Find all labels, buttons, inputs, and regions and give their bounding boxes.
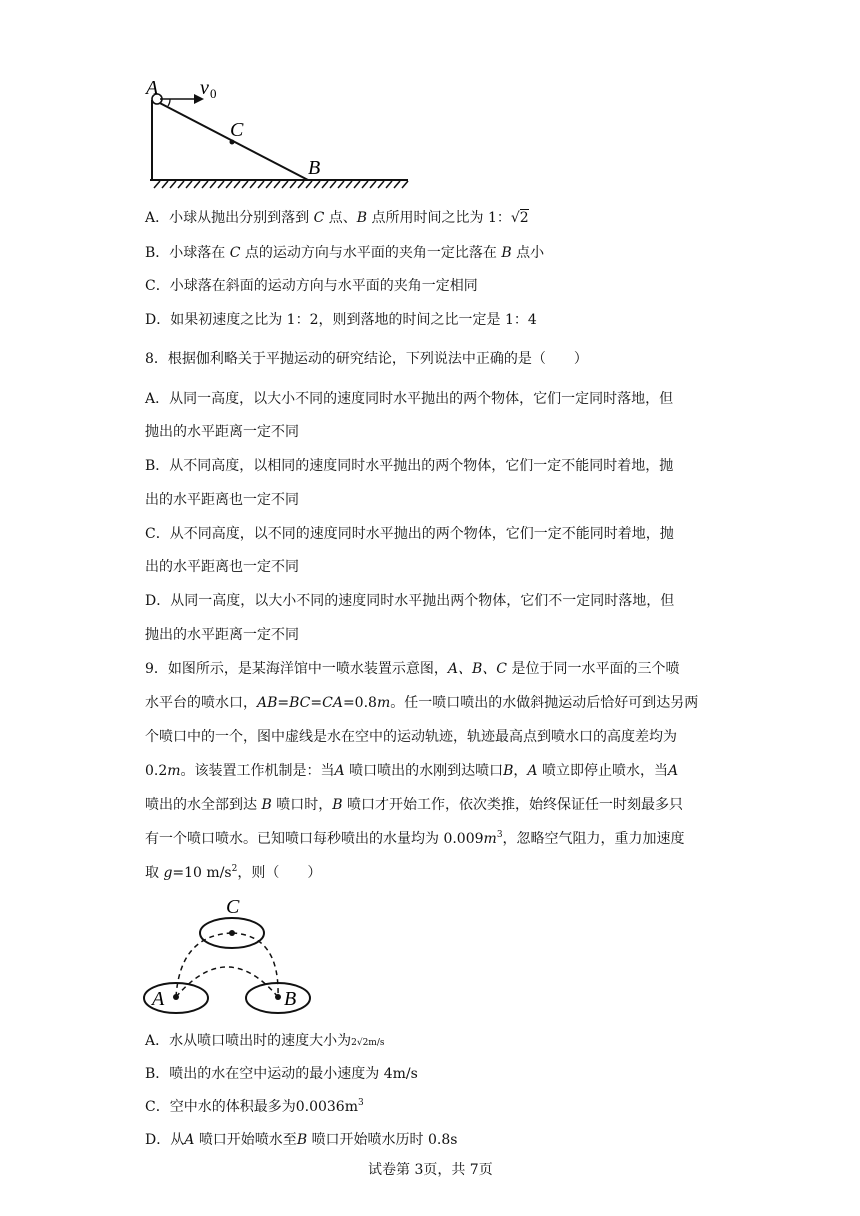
angle-arc [168, 99, 170, 106]
hatch-mark [362, 181, 368, 188]
hatch-mark [338, 181, 344, 188]
q9-line6: 有一个喷口喷水。已知喷口每秒喷出的水量均为 $0.009m^3$，忽略空气阻力，重力加速度 [145, 830, 685, 847]
q9-line7: 取 g=10 $m/s^2$，则（ ） [145, 864, 322, 881]
q8-option-d-line2: 抛出的水平距离一定不同 [145, 627, 299, 643]
q8-option-c-line2: 出的水平距离也一定不同 [145, 559, 299, 575]
hatch-mark [186, 181, 192, 188]
hatch-mark [202, 181, 208, 188]
hatch-mark [194, 181, 200, 188]
q9-line5: 喷出的水全部到达 B 喷口时，B 喷口才开始工作，依次类推，始终保证任一时刻最多只 [145, 797, 683, 813]
q9-option-a: A．水从喷口喷出时的速度大小为2√2m/s [145, 1033, 385, 1049]
q9-line3: 个喷口中的一个，图中虚线是水在空中的运动轨迹，轨迹最高点到喷水口的高度差均为 [145, 729, 677, 745]
hatch-mark [218, 181, 224, 188]
nozzle-b-dot [275, 994, 281, 1000]
hatch-mark [386, 181, 392, 188]
q7-option-d: D．如果初速度之比为 1：2，则到落地的时间之比一定是 1：4 [145, 312, 537, 328]
label-v0: v [200, 77, 209, 99]
hatch-mark [210, 181, 216, 188]
q8-option-a-line1: A．从同一高度，以大小不同的速度同时水平抛出的两个物体，它们一定同时落地，但 [145, 391, 674, 407]
hatch-mark [162, 181, 168, 188]
ground-hatching [154, 181, 408, 188]
hatch-mark [242, 181, 248, 188]
hatch-mark [394, 181, 400, 188]
q9-line1: 9．如图所示，是某海洋馆中一喷水装置示意图，A、B、C 是位于同一水平面的三个喷 [145, 661, 680, 677]
q8-option-c-line1: C．从不同高度，以不同的速度同时水平抛出的两个物体，它们一定不能同时着地，抛 [145, 526, 674, 542]
hatch-mark [354, 181, 360, 188]
label-c: C [230, 119, 244, 141]
label-v0-sub: 0 [210, 86, 217, 101]
hatch-mark [258, 181, 264, 188]
hatch-mark [154, 181, 160, 188]
label-b: B [308, 157, 321, 179]
hatch-mark [274, 181, 280, 188]
trajectory-a-to-b [176, 967, 278, 997]
q9-line4: 0.2m。该装置工作机制是：当A 喷口喷出的水刚到达喷口B，A 喷立即停止喷水，当A [145, 763, 679, 779]
slope-figure [140, 70, 420, 190]
nozzle-c-dot [229, 930, 235, 936]
q8-option-a-line2: 抛出的水平距离一定不同 [145, 424, 299, 440]
q7-option-a: A．小球从抛出分别到落到 C 点、B 点所用时间之比为 1：√2 [145, 210, 529, 226]
hatch-mark [330, 181, 336, 188]
q7-option-b: B．小球落在 C 点的运动方向与水平面的夹角一定比落在 B 点小 [145, 245, 545, 261]
hatch-mark [170, 181, 176, 188]
page-footer: 试卷第 3页，共 7页 [368, 1162, 493, 1178]
q9-option-c: C．空中水的体积最多为$0.0036m^3$ [145, 1098, 364, 1115]
nozzle-a-dot [173, 994, 179, 1000]
hatch-mark [298, 181, 304, 188]
label-a: A [146, 77, 159, 99]
hatch-mark [178, 181, 184, 188]
hatch-mark [402, 181, 408, 188]
label-fountain-c: C [226, 896, 240, 918]
hatch-mark [322, 181, 328, 188]
fountain-figure [140, 895, 320, 1020]
q8-option-b-line1: B．从不同高度，以相同的速度同时水平抛出的两个物体，它们一定不能同时着地，抛 [145, 458, 674, 474]
hatch-mark [346, 181, 352, 188]
q8-stem: 8．根据伽利略关于平抛运动的研究结论，下列说法中正确的是（ ） [145, 351, 588, 367]
hatch-mark [250, 181, 256, 188]
sqrt-icon: √ [510, 210, 520, 226]
hatch-mark [226, 181, 232, 188]
q9-option-d: D．从A 喷口开始喷水至B 喷口开始喷水历时 0.8s [145, 1132, 458, 1148]
hatch-mark [306, 181, 312, 188]
hatch-mark [290, 181, 296, 188]
hatch-mark [378, 181, 384, 188]
q7-option-c: C．小球落在斜面的运动方向与水平面的夹角一定相同 [145, 278, 478, 294]
hatch-mark [282, 181, 288, 188]
q8-option-d-line1: D．从同一高度，以大小不同的速度同时水平抛出两个物体，它们不一定同时落地，但 [145, 593, 675, 609]
hatch-mark [314, 181, 320, 188]
q9-option-b: B．喷出的水在空中运动的最小速度为 4m/s [145, 1066, 418, 1082]
hatch-mark [234, 181, 240, 188]
hatch-mark [266, 181, 272, 188]
label-fountain-b: B [284, 988, 297, 1010]
label-fountain-a: A [152, 988, 165, 1010]
hatch-mark [370, 181, 376, 188]
q8-option-b-line2: 出的水平距离也一定不同 [145, 492, 299, 508]
q9-line2: 水平台的喷水口，AB=BC=CA=0.8m。任一喷口喷出的水做斜抛运动后恰好可到达另两 [145, 695, 699, 711]
